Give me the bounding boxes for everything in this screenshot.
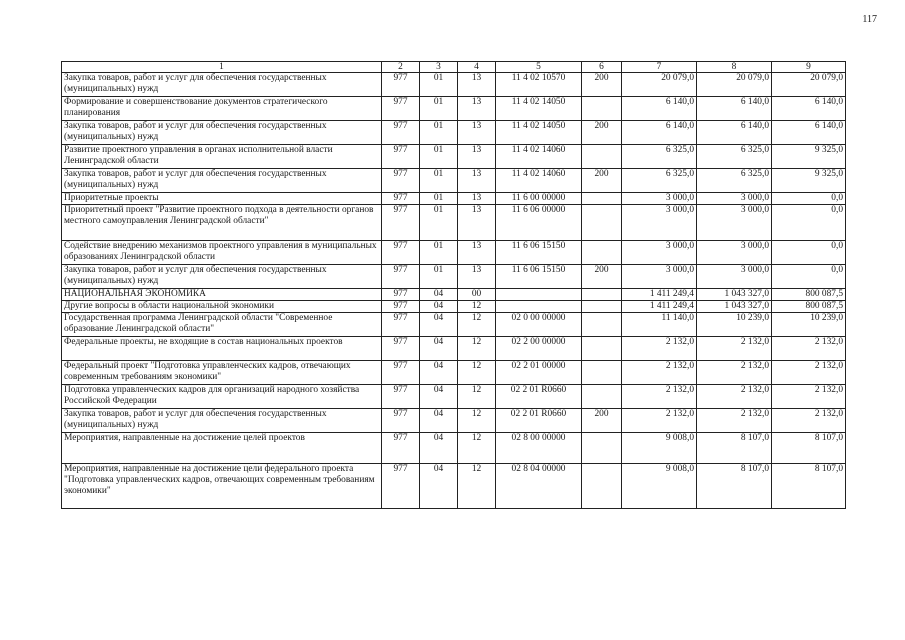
row-value-3: 9 325,0 (772, 145, 846, 169)
row-value-2: 8 107,0 (697, 433, 772, 464)
row-value-3: 6 140,0 (772, 97, 846, 121)
row-csr: 11 4 02 14050 (496, 97, 582, 121)
column-header: 3 (420, 62, 458, 73)
row-value-1: 6 140,0 (622, 121, 697, 145)
row-rz: 01 (420, 205, 458, 241)
row-pr: 13 (458, 205, 496, 241)
row-vr (582, 337, 622, 361)
row-gr: 977 (382, 73, 420, 97)
row-vr (582, 241, 622, 265)
row-csr: 02 8 04 00000 (496, 464, 582, 509)
row-value-2: 2 132,0 (697, 361, 772, 385)
column-header: 5 (496, 62, 582, 73)
row-gr: 977 (382, 337, 420, 361)
table-row (62, 409, 846, 433)
row-value-2: 6 140,0 (697, 97, 772, 121)
row-gr: 977 (382, 385, 420, 409)
header-row (62, 62, 846, 73)
row-name: Мероприятия, направленные на достижение цели федерального проекта "Подготовка управленческих кадров, отвечающих современным требованиям экономики" (62, 464, 382, 509)
table-row (62, 97, 846, 121)
row-rz: 04 (420, 301, 458, 313)
table-row (62, 301, 846, 313)
row-value-2: 3 000,0 (697, 241, 772, 265)
row-name: Развитие проектного управления в органах исполнительной власти Ленинградской области (62, 145, 382, 169)
row-vr (582, 145, 622, 169)
row-value-3: 10 239,0 (772, 313, 846, 337)
row-pr: 12 (458, 385, 496, 409)
table-row (62, 337, 846, 361)
row-value-3: 0,0 (772, 205, 846, 241)
row-pr: 13 (458, 73, 496, 97)
table-row (62, 289, 846, 301)
row-rz: 04 (420, 385, 458, 409)
row-name: Федеральный проект "Подготовка управленческих кадров, отвечающих современным требованиям экономики" (62, 361, 382, 385)
row-vr: 200 (582, 73, 622, 97)
row-gr: 977 (382, 289, 420, 301)
row-rz: 01 (420, 73, 458, 97)
row-rz: 04 (420, 361, 458, 385)
table-row (62, 385, 846, 409)
row-value-2: 3 000,0 (697, 205, 772, 241)
row-value-3: 8 107,0 (772, 464, 846, 509)
column-header: 7 (622, 62, 697, 73)
row-gr: 977 (382, 97, 420, 121)
table-row (62, 205, 846, 241)
row-value-2: 8 107,0 (697, 464, 772, 509)
row-value-3: 0,0 (772, 265, 846, 289)
row-csr: 02 8 00 00000 (496, 433, 582, 464)
row-value-2: 6 325,0 (697, 169, 772, 193)
row-rz: 04 (420, 289, 458, 301)
row-csr: 11 6 00 00000 (496, 193, 582, 205)
row-rz: 04 (420, 313, 458, 337)
row-rz: 01 (420, 169, 458, 193)
row-name: Закупка товаров, работ и услуг для обеспечения государственных (муниципальных) нужд (62, 121, 382, 145)
row-value-2: 1 043 327,0 (697, 289, 772, 301)
row-value-1: 3 000,0 (622, 193, 697, 205)
row-pr: 13 (458, 193, 496, 205)
row-gr: 977 (382, 313, 420, 337)
row-value-3: 6 140,0 (772, 121, 846, 145)
row-value-1: 11 140,0 (622, 313, 697, 337)
row-rz: 01 (420, 265, 458, 289)
row-value-3: 0,0 (772, 193, 846, 205)
table-row (62, 73, 846, 97)
row-csr: 11 4 02 14060 (496, 145, 582, 169)
row-pr: 12 (458, 361, 496, 385)
row-csr: 11 6 06 15150 (496, 265, 582, 289)
row-value-2: 1 043 327,0 (697, 301, 772, 313)
row-value-2: 2 132,0 (697, 337, 772, 361)
row-value-3: 2 132,0 (772, 409, 846, 433)
row-pr: 12 (458, 301, 496, 313)
table-row (62, 121, 846, 145)
row-value-1: 2 132,0 (622, 361, 697, 385)
row-csr: 02 2 01 R0660 (496, 409, 582, 433)
row-vr (582, 97, 622, 121)
row-pr: 13 (458, 97, 496, 121)
table-row (62, 193, 846, 205)
row-gr: 977 (382, 145, 420, 169)
table-row (62, 241, 846, 265)
row-gr: 977 (382, 433, 420, 464)
row-value-1: 6 325,0 (622, 169, 697, 193)
page-number: 117 (862, 14, 877, 25)
row-name: Федеральные проекты, не входящие в состав национальных проектов (62, 337, 382, 361)
row-value-1: 20 079,0 (622, 73, 697, 97)
row-csr: 11 4 02 10570 (496, 73, 582, 97)
row-value-2: 3 000,0 (697, 193, 772, 205)
row-pr: 13 (458, 265, 496, 289)
row-pr: 13 (458, 121, 496, 145)
column-header: 4 (458, 62, 496, 73)
row-pr: 12 (458, 433, 496, 464)
row-vr: 200 (582, 409, 622, 433)
row-value-1: 6 140,0 (622, 97, 697, 121)
row-gr: 977 (382, 193, 420, 205)
row-vr: 200 (582, 169, 622, 193)
row-name: Подготовка управленческих кадров для организаций народного хозяйства Российской Федерации (62, 385, 382, 409)
row-csr (496, 301, 582, 313)
row-gr: 977 (382, 409, 420, 433)
row-name: НАЦИОНАЛЬНАЯ ЭКОНОМИКА (62, 289, 382, 301)
row-value-2: 6 140,0 (697, 121, 772, 145)
row-gr: 977 (382, 464, 420, 509)
row-name: Закупка товаров, работ и услуг для обеспечения государственных (муниципальных) нужд (62, 265, 382, 289)
row-value-1: 2 132,0 (622, 385, 697, 409)
row-value-1: 9 008,0 (622, 464, 697, 509)
row-rz: 04 (420, 409, 458, 433)
row-value-2: 6 325,0 (697, 145, 772, 169)
row-csr: 11 4 02 14050 (496, 121, 582, 145)
table-row (62, 265, 846, 289)
row-value-3: 2 132,0 (772, 385, 846, 409)
row-value-3: 800 087,5 (772, 301, 846, 313)
row-value-2: 20 079,0 (697, 73, 772, 97)
column-header: 8 (697, 62, 772, 73)
row-vr (582, 193, 622, 205)
row-gr: 977 (382, 301, 420, 313)
row-gr: 977 (382, 241, 420, 265)
row-value-1: 2 132,0 (622, 409, 697, 433)
column-header: 9 (772, 62, 846, 73)
row-gr: 977 (382, 121, 420, 145)
row-name: Приоритетный проект "Развитие проектного подхода в деятельности органов местного самоуправления Ленинградской области" (62, 205, 382, 241)
row-name: Закупка товаров, работ и услуг для обеспечения государственных (муниципальных) нужд (62, 73, 382, 97)
row-name: Содействие внедрению механизмов проектного управления в муниципальных образованиях Ленинградской области (62, 241, 382, 265)
row-value-1: 9 008,0 (622, 433, 697, 464)
row-vr (582, 464, 622, 509)
table-row (62, 313, 846, 337)
row-name: Другие вопросы в области национальной экономики (62, 301, 382, 313)
row-value-2: 2 132,0 (697, 409, 772, 433)
row-rz: 04 (420, 433, 458, 464)
row-pr: 13 (458, 145, 496, 169)
table-row (62, 464, 846, 509)
row-rz: 04 (420, 337, 458, 361)
row-pr: 00 (458, 289, 496, 301)
row-csr: 11 6 06 15150 (496, 241, 582, 265)
row-name: Закупка товаров, работ и услуг для обеспечения государственных (муниципальных) нужд (62, 169, 382, 193)
row-vr (582, 289, 622, 301)
row-value-1: 3 000,0 (622, 205, 697, 241)
row-value-2: 2 132,0 (697, 385, 772, 409)
row-csr (496, 289, 582, 301)
row-name: Государственная программа Ленинградской области "Современное образование Ленинградской области" (62, 313, 382, 337)
table-row (62, 361, 846, 385)
row-value-2: 3 000,0 (697, 265, 772, 289)
row-csr: 02 2 01 00000 (496, 361, 582, 385)
column-header: 6 (582, 62, 622, 73)
row-vr (582, 433, 622, 464)
row-name: Закупка товаров, работ и услуг для обеспечения государственных (муниципальных) нужд (62, 409, 382, 433)
row-name: Приоритетные проекты (62, 193, 382, 205)
row-vr (582, 385, 622, 409)
row-csr: 02 2 00 00000 (496, 337, 582, 361)
row-pr: 12 (458, 313, 496, 337)
row-value-1: 6 325,0 (622, 145, 697, 169)
row-csr: 11 6 06 00000 (496, 205, 582, 241)
table-row (62, 433, 846, 464)
row-value-3: 2 132,0 (772, 337, 846, 361)
row-value-3: 20 079,0 (772, 73, 846, 97)
row-rz: 01 (420, 121, 458, 145)
row-value-3: 8 107,0 (772, 433, 846, 464)
row-rz: 04 (420, 464, 458, 509)
row-value-3: 0,0 (772, 241, 846, 265)
table-row (62, 145, 846, 169)
row-rz: 01 (420, 193, 458, 205)
row-vr (582, 361, 622, 385)
row-vr (582, 205, 622, 241)
row-gr: 977 (382, 361, 420, 385)
row-value-1: 3 000,0 (622, 265, 697, 289)
row-name: Мероприятия, направленные на достижение целей проектов (62, 433, 382, 464)
row-pr: 12 (458, 409, 496, 433)
row-pr: 12 (458, 337, 496, 361)
row-vr: 200 (582, 265, 622, 289)
row-value-3: 2 132,0 (772, 361, 846, 385)
row-pr: 13 (458, 169, 496, 193)
row-vr (582, 313, 622, 337)
row-csr: 02 0 00 00000 (496, 313, 582, 337)
table-row (62, 169, 846, 193)
row-vr: 200 (582, 121, 622, 145)
row-name: Формирование и совершенствование документов стратегического планирования (62, 97, 382, 121)
row-csr: 02 2 01 R0660 (496, 385, 582, 409)
row-gr: 977 (382, 265, 420, 289)
row-rz: 01 (420, 145, 458, 169)
row-value-1: 1 411 249,4 (622, 301, 697, 313)
budget-table (61, 61, 846, 509)
column-header: 2 (382, 62, 420, 73)
row-rz: 01 (420, 97, 458, 121)
row-value-3: 9 325,0 (772, 169, 846, 193)
row-csr: 11 4 02 14060 (496, 169, 582, 193)
row-pr: 12 (458, 464, 496, 509)
row-gr: 977 (382, 169, 420, 193)
row-value-1: 2 132,0 (622, 337, 697, 361)
column-header: 1 (62, 62, 382, 73)
row-gr: 977 (382, 205, 420, 241)
row-value-1: 1 411 249,4 (622, 289, 697, 301)
row-rz: 01 (420, 241, 458, 265)
row-value-2: 10 239,0 (697, 313, 772, 337)
row-vr (582, 301, 622, 313)
row-value-1: 3 000,0 (622, 241, 697, 265)
row-pr: 13 (458, 241, 496, 265)
row-value-3: 800 087,5 (772, 289, 846, 301)
